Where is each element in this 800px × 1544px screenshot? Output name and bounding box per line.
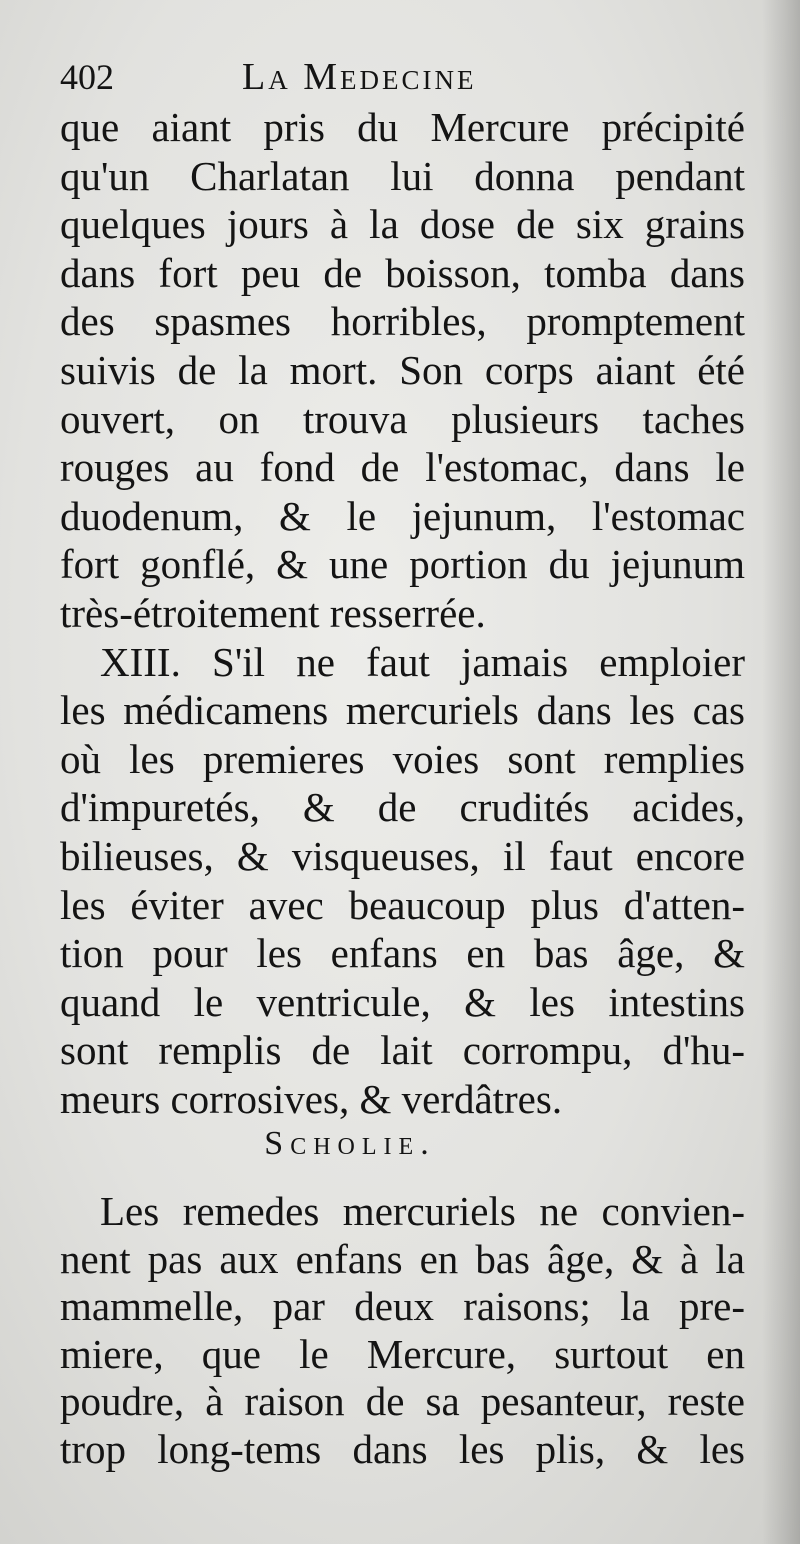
text-line: ouvert, on trouva plusieurs taches — [60, 395, 745, 442]
text-line: quelques jours à la dose de six grains — [60, 201, 745, 248]
section-heading: Scholie. — [264, 1125, 436, 1162]
text-line: bilieuses, & visqueuses, il faut encore — [60, 832, 745, 879]
text-line: miere, que le Mercure, surtout en — [60, 1330, 745, 1377]
text-line: d'impuretés, & de crudités acides, — [60, 784, 745, 831]
text-line: dans fort peu de boisson, tomba dans — [60, 249, 745, 296]
text-line: Les remedes mercuriels ne convien- — [100, 1188, 745, 1234]
page-gutter-shadow — [762, 0, 800, 1544]
text-line: quand le ventricule, & les intestins — [60, 978, 745, 1025]
body-text — [60, 103, 745, 1123]
text-line: nent pas aux enfans en bas âge, & à la — [60, 1235, 745, 1282]
paragraph-3 — [60, 1188, 745, 1473]
text-line: trop long-tems dans les plis, & les — [60, 1425, 745, 1472]
text-line: poudre, à raison de sa pesanteur, reste — [60, 1378, 745, 1424]
text-line: des spasmes horribles, promptement — [60, 298, 745, 345]
text-line: tion pour les enfans en bas âge, & — [60, 930, 745, 977]
text-line: les médicamens mercuriels dans les cas — [60, 687, 745, 734]
page-number: 402 — [60, 57, 114, 97]
text-line: meurs corrosives, & verdâtres. — [60, 1075, 563, 1122]
text-line: duodenum, & le jejunum, l'estomac — [60, 492, 745, 539]
running-title: La Medecine — [242, 56, 477, 98]
text-line: que aiant pris du Mercure précipité — [60, 104, 745, 150]
paragraph-2 — [60, 638, 745, 1124]
text-line: fort gonflé, & une portion du jejunum — [60, 541, 745, 588]
text-line: suivis de la mort. Son corps aiant été — [60, 346, 745, 393]
text-line: qu'un Charlatan lui donna pendant — [60, 152, 745, 199]
text-line: où les premieres voies sont remplies — [60, 735, 745, 782]
text-line: mammelle, par deux raisons; la pre- — [60, 1283, 745, 1329]
text-line: sont remplis de lait corrompu, d'hu- — [60, 1027, 745, 1074]
text-line: les éviter avec beaucoup plus d'atten- — [60, 881, 745, 928]
text-line: rouges au fond de l'estomac, dans le — [60, 444, 745, 491]
text-line: XIII. S'il ne faut jamais emploier — [100, 638, 745, 685]
paragraph-1 — [60, 103, 745, 638]
text-line: très-étroitement resserrée. — [60, 589, 486, 636]
page-header — [60, 52, 760, 102]
